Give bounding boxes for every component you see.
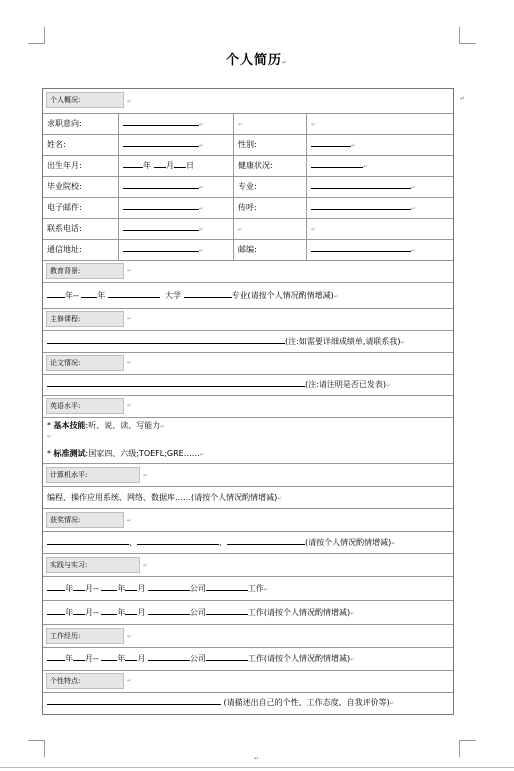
field-label-gender: 性别: (238, 140, 257, 149)
label-cell (43, 198, 119, 218)
blank-line[interactable] (47, 334, 285, 344)
label-cell (234, 177, 307, 197)
paragraph-mark: ↵ (277, 496, 282, 502)
blank-line[interactable] (101, 651, 117, 661)
blank-line[interactable] (81, 288, 97, 298)
paragraph-mark: ↵ (238, 227, 243, 233)
section-row-practice (43, 554, 453, 577)
paragraph-mark: ↵ (350, 611, 355, 617)
page-bottom-edge (0, 767, 514, 768)
standard-test-label: 标准测试 (53, 449, 86, 458)
blank-line[interactable] (184, 288, 232, 298)
table-row (43, 135, 453, 156)
value-cell (307, 114, 453, 134)
paragraph-mark: ↵ (311, 122, 316, 128)
paragraph-mark: ↵ (351, 143, 356, 149)
month-char: 月 (166, 161, 174, 170)
paragraph-mark: ↵ (127, 268, 132, 274)
practice-line-2 (47, 603, 354, 624)
label-cell (234, 219, 307, 239)
year-char: 年 (65, 654, 73, 663)
year-char: 年 (97, 291, 106, 300)
company-text: 公司 (189, 584, 206, 593)
value-cell (119, 114, 234, 134)
paragraph-mark: ↵ (127, 403, 132, 409)
paragraph-mark: ↵ (199, 122, 204, 128)
section-label-practice: 实践与实习: (46, 557, 140, 573)
paragraph-mark: ↵ (411, 248, 416, 254)
paragraph-mark: ↵ (199, 206, 204, 212)
table-row (43, 219, 453, 240)
blank-line[interactable] (123, 116, 199, 126)
traits-line (47, 693, 394, 714)
education-note: 专业(请按个人情况酌情增减) (231, 291, 334, 300)
awards-line (47, 533, 395, 554)
birth-day-blank[interactable] (174, 158, 186, 168)
thesis-line (47, 375, 390, 396)
birth-month-blank[interactable] (154, 158, 166, 168)
year-char: 年 (117, 584, 126, 593)
section-label-courses: 主修课程: (46, 311, 124, 327)
paragraph-mark: ↵ (385, 383, 391, 389)
basic-skill-label: 基本技能 (53, 421, 86, 430)
month-char: 月 (85, 608, 93, 617)
blank-line[interactable] (73, 581, 85, 591)
field-label-email: 电子邮件: (47, 203, 82, 212)
awards-note: (请按个人情况酌情增减) (305, 538, 392, 547)
courses-line (47, 332, 405, 353)
work-line (47, 649, 354, 670)
section-label-awards: 获奖情况: (46, 512, 124, 528)
section-label-thesis: 论文情况: (46, 355, 124, 371)
paragraph-mark: ↵ (199, 227, 204, 233)
practice-row (43, 577, 453, 601)
value-cell (307, 198, 453, 218)
awards-row (43, 532, 453, 554)
label-cell (234, 135, 307, 155)
section-row-traits (43, 671, 453, 693)
section-row-english (43, 396, 453, 418)
title-text: 个人简历 (225, 53, 282, 68)
blank-line[interactable] (125, 581, 137, 591)
field-label-name: 姓名: (47, 140, 66, 149)
value-cell (307, 156, 453, 176)
value-cell (307, 219, 453, 239)
label-cell (43, 240, 119, 260)
thesis-row (43, 375, 453, 396)
blank-line[interactable] (47, 535, 129, 545)
month-char: 月 (85, 584, 93, 593)
blank-line[interactable] (206, 581, 248, 591)
english-basic-line: * 基本技能:听、说、读、写能力↵ (47, 421, 165, 430)
section-row-courses (43, 309, 453, 331)
practice-line-1 (47, 579, 268, 600)
blank-line[interactable] (137, 535, 219, 545)
blank-line[interactable] (125, 651, 137, 661)
field-label-school: 毕业院校: (47, 182, 82, 191)
paragraph-mark: ↵ (400, 340, 405, 346)
value-cell (119, 219, 234, 239)
month-char: 月 (137, 584, 146, 593)
paragraph-mark: ↵ (199, 143, 204, 149)
paragraph-mark: ↵ (254, 755, 260, 762)
paragraph-mark: ↵ (391, 541, 396, 547)
paragraph-mark: ↵ (127, 316, 132, 322)
table-row (43, 240, 453, 261)
english-test-line: * 标准测试:国家四、六级;TOEFL;GRE……↵ (47, 449, 204, 458)
field-label-fax: 传呼: (238, 203, 257, 212)
practice-row (43, 601, 453, 625)
postcode-blank[interactable] (311, 242, 411, 252)
section-row-thesis (43, 353, 453, 375)
blank-line[interactable] (108, 288, 160, 298)
paragraph-mark: ↵ (389, 701, 394, 707)
blank-line[interactable] (47, 605, 65, 615)
paragraph-mark: ↵ (127, 360, 132, 366)
value-cell (307, 135, 453, 155)
blank-line[interactable] (206, 605, 248, 615)
separator: 、 (129, 538, 137, 547)
crop-mark (44, 27, 45, 44)
section-label-traits: 个性特点: (46, 673, 124, 689)
paragraph-mark: ↵ (411, 206, 416, 212)
year-char: 年 (65, 584, 73, 593)
blank-line[interactable] (47, 377, 305, 387)
section-label-computer: 计算机水平: (46, 467, 140, 483)
value-cell (307, 177, 453, 197)
major-blank[interactable] (311, 179, 411, 189)
dash: -- (73, 291, 79, 300)
paragraph-mark: ↵ (333, 294, 338, 300)
courses-row (43, 331, 453, 353)
label-cell (43, 135, 119, 155)
year-char: 年 (117, 654, 126, 663)
blank-line[interactable] (101, 581, 117, 591)
dash: -- (93, 608, 99, 617)
paragraph-mark: ↵ (127, 99, 132, 105)
table-row (43, 198, 453, 219)
university-text: 大学 (164, 291, 181, 300)
company-text: 公司 (189, 654, 206, 663)
section-row-awards (43, 509, 453, 532)
fax-blank[interactable] (311, 200, 411, 210)
field-label-major: 专业: (238, 182, 257, 191)
paragraph-mark: ↵ (199, 452, 204, 458)
computer-text: 编程、操作应用系统、网络、数据库……(请按个人情况酌情增减) (47, 493, 278, 502)
courses-note: (注:如需要详细成绩单,请联系我) (285, 337, 401, 346)
job-note: 工作(请按个人情况酌情增减) (247, 654, 351, 663)
address-blank[interactable] (123, 242, 199, 252)
birth-year-blank[interactable] (123, 158, 143, 168)
work-row (43, 648, 453, 671)
resume-table (42, 88, 454, 715)
blank-line[interactable] (47, 695, 221, 705)
job-note: 工作(请按个人情况酌情增减) (247, 608, 351, 617)
crop-mark (44, 740, 45, 757)
section-label-education: 教育背景: (46, 263, 124, 279)
section-label-work: 工作经历: (46, 628, 124, 644)
label-cell (234, 198, 307, 218)
value-cell (119, 240, 234, 260)
paragraph-mark: ↵ (263, 587, 269, 593)
paragraph-mark: ↵ (199, 185, 204, 191)
crop-mark (459, 43, 476, 44)
paragraph-mark: ↵ (160, 424, 165, 430)
section-row-education (43, 261, 453, 283)
label-cell (43, 219, 119, 239)
english-row (43, 418, 453, 464)
label-cell (234, 240, 307, 260)
field-label-job-intent: 求职意向: (47, 119, 82, 128)
year-char: 年 (117, 608, 126, 617)
crop-mark (459, 740, 476, 741)
paragraph-mark: ↵ (199, 248, 204, 254)
paragraph-mark: ↵ (460, 95, 466, 102)
education-row (43, 283, 453, 309)
blank-line[interactable] (206, 651, 248, 661)
dash: -- (93, 584, 99, 593)
field-label-postcode: 邮编: (238, 245, 257, 254)
paragraph-mark: ↵ (350, 657, 355, 663)
blank-line[interactable] (148, 605, 190, 615)
blank-line[interactable] (73, 651, 85, 661)
month-char: 月 (85, 654, 93, 663)
blank-line[interactable] (125, 605, 137, 615)
crop-mark (28, 43, 45, 44)
paragraph-mark: ↵ (281, 59, 289, 66)
label-cell (234, 114, 307, 134)
value-cell (119, 177, 234, 197)
dash: -- (93, 654, 99, 663)
blank-line[interactable] (73, 605, 85, 615)
blank-line[interactable] (47, 288, 65, 298)
name-blank[interactable] (123, 137, 199, 147)
paragraph-mark: ↵ (143, 473, 148, 479)
crop-mark (459, 27, 460, 44)
paragraph-mark: ↵ (127, 678, 132, 684)
education-line (47, 286, 338, 307)
job-text: 工作 (247, 584, 264, 593)
blank-line[interactable] (227, 535, 305, 545)
blank-line[interactable] (101, 605, 117, 615)
table-row (43, 156, 453, 177)
table-row (43, 177, 453, 198)
label-cell (43, 177, 119, 197)
blank-line[interactable] (47, 651, 65, 661)
crop-mark (28, 740, 45, 741)
separator: 、 (219, 538, 227, 547)
paragraph-mark: ↵ (127, 634, 132, 640)
school-blank[interactable] (123, 179, 199, 189)
traits-note: (请描述出自己的个性、工作态度、自我评价等) (223, 698, 390, 707)
computer-line (47, 488, 281, 509)
month-char: 月 (137, 654, 146, 663)
table-row (43, 114, 453, 135)
standard-test-text: :国家四、六级;TOEFL;GRE…… (85, 449, 200, 458)
gender-blank[interactable] (311, 137, 351, 147)
section-row-overview (43, 89, 453, 114)
label-cell (43, 114, 119, 134)
value-cell (119, 198, 234, 218)
paragraph-mark: ↵ (47, 434, 52, 440)
blank-line[interactable] (148, 581, 190, 591)
thesis-note: (注:请注明是否已发表) (305, 380, 386, 389)
document-title (0, 49, 514, 68)
paragraph-mark: ↵ (311, 227, 316, 233)
section-row-computer (43, 464, 453, 487)
company-text: 公司 (189, 608, 206, 617)
value-cell (119, 156, 234, 176)
paragraph-mark: ↵ (143, 563, 148, 569)
field-label-birth: 出生年月: (47, 161, 82, 170)
section-label-overview: 个人概况: (46, 92, 124, 108)
paragraph-mark: ↵ (411, 185, 416, 191)
crop-mark (459, 740, 460, 757)
section-row-work (43, 625, 453, 648)
value-cell (307, 240, 453, 260)
month-char: 月 (137, 608, 146, 617)
paragraph-mark: ↵ (238, 122, 243, 128)
blank-line[interactable] (148, 651, 190, 661)
day-char: 日 (186, 161, 194, 170)
label-cell (43, 156, 119, 176)
basic-skill-text: :听、说、读、写能力 (85, 421, 161, 430)
health-blank[interactable] (311, 158, 363, 168)
label-cell (234, 156, 307, 176)
blank-line[interactable] (47, 581, 65, 591)
field-label-phone: 联系电话: (47, 224, 82, 233)
computer-row (43, 487, 453, 509)
section-label-english: 英语水平: (46, 398, 124, 414)
email-blank[interactable] (123, 200, 199, 210)
traits-row (43, 693, 453, 714)
year-char: 年 (65, 608, 73, 617)
year-char: 年 (143, 161, 151, 170)
paragraph-mark: ↵ (363, 164, 368, 170)
field-label-health: 健康状况: (238, 161, 273, 170)
paragraph-mark: ↵ (127, 518, 132, 524)
value-cell (119, 135, 234, 155)
year-char: 年 (65, 291, 73, 300)
phone-blank[interactable] (123, 221, 199, 231)
field-label-address: 通信地址: (47, 245, 82, 254)
